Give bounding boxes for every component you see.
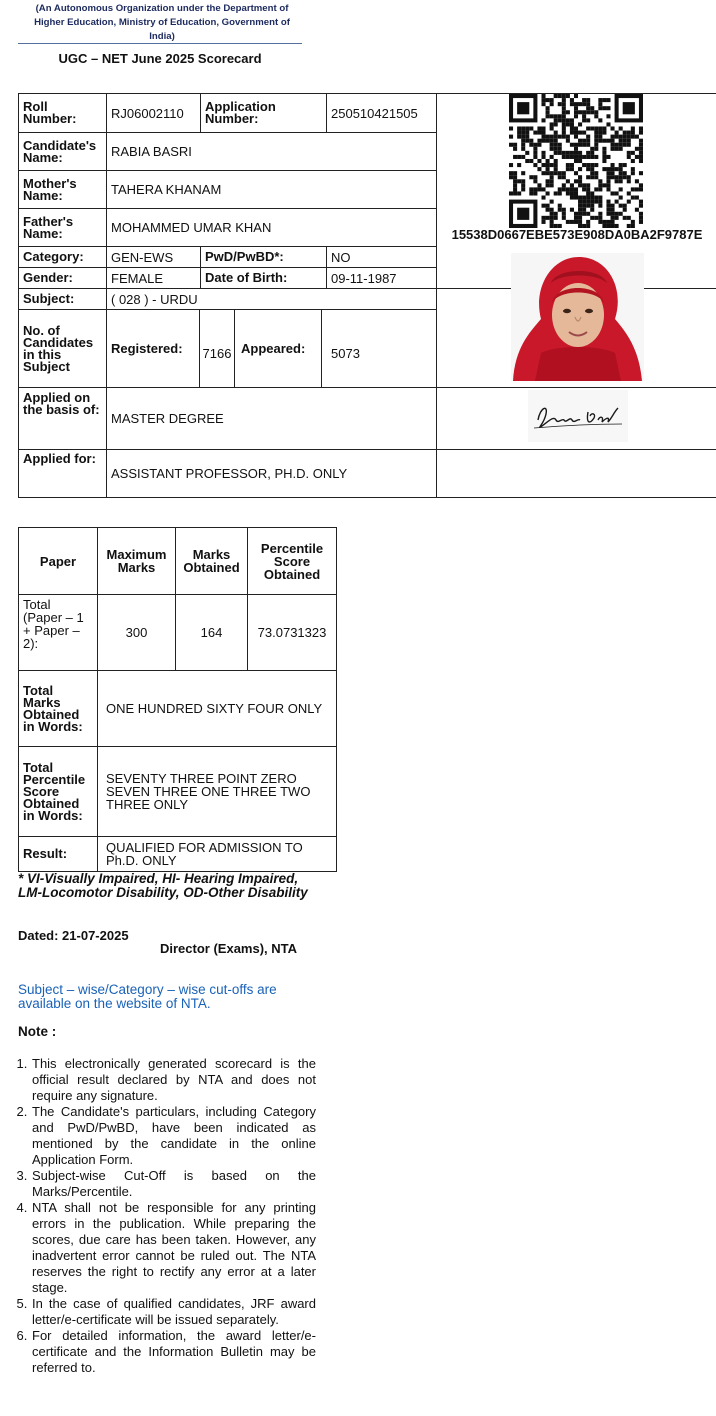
father-name-label: Father's Name: bbox=[19, 209, 107, 247]
dob-label: Date of Birth: bbox=[201, 268, 327, 289]
subject-value: ( 028 ) - URDU bbox=[107, 289, 437, 310]
header-divider bbox=[18, 43, 302, 44]
note-item: 1. This electronically generated scorecard is the official result declared by NTA and does not require any signature. bbox=[31, 1056, 316, 1104]
marks-words-value: ONE HUNDRED SIXTY FOUR ONLY bbox=[98, 671, 337, 747]
application-number-label: Application Number: bbox=[201, 94, 327, 133]
candidates-count-label: No. of Candidates in this Subject bbox=[19, 310, 107, 388]
appeared-value: 5073 bbox=[321, 310, 436, 387]
candidates-count-row bbox=[107, 310, 436, 387]
result-label: Result: bbox=[19, 837, 98, 872]
note-item: 5. In the case of qualified candidates, JRF award letter/e-certificate will be issued separately. bbox=[31, 1296, 316, 1328]
scorecard-title: UGC – NET June 2025 Scorecard bbox=[58, 51, 262, 66]
application-number-value: 250510421505 bbox=[327, 94, 437, 133]
total-marks-obtained: 164 bbox=[176, 595, 248, 671]
father-name-value: MOHAMMED UMAR KHAN bbox=[107, 209, 437, 247]
registered-value: 7166 bbox=[199, 310, 235, 387]
total-label: Total (Paper – 1 + Paper – 2): bbox=[19, 595, 98, 671]
marks-table bbox=[18, 527, 337, 872]
note-item: 4. NTA shall not be responsible for any printing errors in the publication. While preparing the scores, due care has been taken. However, any inadvertent error cannot be ruled out. The NTA reserves the right to rectify any error at a later stage. bbox=[31, 1200, 316, 1296]
dob-value: 09-11-1987 bbox=[327, 268, 437, 289]
col-marks-obtained: Marks Obtained bbox=[176, 528, 248, 595]
applied-for-label: Applied for: bbox=[19, 450, 107, 498]
basis-value: MASTER DEGREE bbox=[107, 388, 437, 450]
disability-footnote: * VI-Visually Impaired, HI- Hearing Impaired, LM-Locomotor Disability, OD-Other Disability bbox=[18, 871, 308, 900]
note-heading: Note : bbox=[18, 1024, 57, 1039]
pwd-value: NO bbox=[327, 247, 437, 268]
category-value: GEN-EWS bbox=[107, 247, 201, 268]
roll-number-value: RJ06002110 bbox=[107, 94, 201, 133]
candidate-name-label: Candidate's Name: bbox=[19, 133, 107, 171]
candidate-name-value: RABIA BASRI bbox=[107, 133, 437, 171]
applied-for-value: ASSISTANT PROFESSOR, PH.D. ONLY bbox=[107, 450, 437, 498]
appeared-label: Appeared: bbox=[241, 340, 306, 356]
percentile-words-label: Total Percentile Score Obtained in Words: bbox=[19, 747, 98, 837]
note-item: 3. Subject-wise Cut-Off is based on the Marks/Percentile. bbox=[31, 1168, 316, 1200]
mother-name-label: Mother's Name: bbox=[19, 171, 107, 209]
col-percentile: Percentile Score Obtained bbox=[248, 528, 337, 595]
total-max-marks: 300 bbox=[98, 595, 176, 671]
qr-code-icon bbox=[509, 94, 643, 228]
basis-label: Applied on the basis of: bbox=[19, 388, 107, 450]
result-value: QUALIFIED FOR ADMISSION TO Ph.D. ONLY bbox=[98, 837, 337, 872]
total-percentile: 73.0731323 bbox=[248, 595, 337, 671]
subject-label: Subject: bbox=[19, 289, 107, 310]
col-paper: Paper bbox=[19, 528, 98, 595]
marks-words-label: Total Marks Obtained in Words: bbox=[19, 671, 98, 747]
gender-value: FEMALE bbox=[107, 268, 201, 289]
cutoff-note: Subject – wise/Category – wise cut-offs are available on the website of NTA. bbox=[18, 982, 277, 1011]
percentile-words-value: SEVENTY THREE POINT ZERO SEVEN THREE ONE THREE TWO THREE ONLY bbox=[98, 747, 337, 837]
gender-label: Gender: bbox=[19, 268, 107, 289]
category-label: Category: bbox=[19, 247, 107, 268]
registered-label: Registered: bbox=[111, 340, 183, 356]
director-text: Director (Exams), NTA bbox=[160, 941, 298, 956]
pwd-label: PwD/PwBD*: bbox=[201, 247, 327, 268]
roll-number-label: Roll Number: bbox=[19, 94, 107, 133]
note-item: 6. For detailed information, the award letter/e-certificate and the Information Bulletin may be referred to. bbox=[31, 1328, 316, 1376]
organization-line: (An Autonomous Organization under the Department of Higher Education, Ministry of Education, Government of India) bbox=[34, 3, 290, 42]
empty-cell bbox=[437, 450, 716, 498]
dated-text: Dated: 21-07-2025 bbox=[18, 928, 129, 943]
candidate-photo bbox=[511, 253, 644, 381]
qr-code-id: 15538D0667EBE573E908DA0BA2F9787E bbox=[451, 227, 703, 242]
col-maximum-marks: Maximum Marks bbox=[98, 528, 176, 595]
signature-image bbox=[528, 390, 628, 442]
mother-name-value: TAHERA KHANAM bbox=[107, 171, 437, 209]
note-item: 2. The Candidate's particulars, including Category and PwD/PwBD, have been indicated as mentioned by the candidate in the online Application Form. bbox=[31, 1104, 316, 1168]
notes-list bbox=[16, 1056, 316, 1376]
